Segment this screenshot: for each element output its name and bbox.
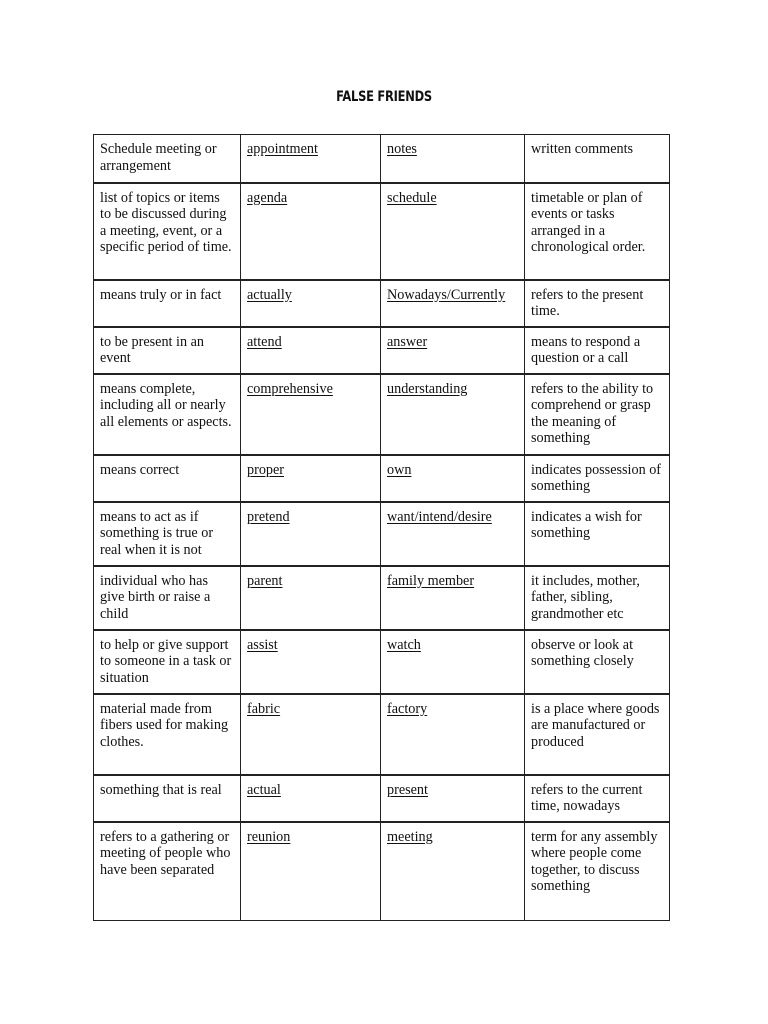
word-cell — [241, 374, 381, 455]
table-row — [94, 630, 670, 694]
definition-cell: means complete, including all or nearly all elements or aspects. — [94, 374, 241, 455]
word-cell — [241, 694, 381, 775]
false-friend-cell — [381, 822, 525, 921]
false-friend-term: family member — [387, 572, 475, 589]
false-friend-cell — [381, 502, 525, 566]
word-cell — [241, 775, 381, 822]
word-cell — [241, 280, 381, 327]
false-friend-term: own — [387, 461, 412, 478]
definition-cell: to help or give support to someone in a task or situation — [94, 630, 241, 694]
word-term: attend — [247, 333, 282, 350]
table-row — [94, 822, 670, 921]
false-friend-cell — [381, 183, 525, 280]
table-row — [94, 455, 670, 502]
table-row — [94, 280, 670, 327]
page-title: FALSE FRIENDS — [336, 89, 432, 105]
false-friend-term: want/intend/desire — [387, 508, 492, 525]
word-term: actually — [247, 286, 292, 303]
false-friend-cell — [381, 630, 525, 694]
meaning-cell: means to respond a question or a call — [525, 327, 670, 374]
word-term: reunion — [247, 828, 291, 845]
meaning-cell: indicates a wish for something — [525, 502, 670, 566]
word-cell — [241, 822, 381, 921]
meaning-cell: refers to the current time, nowadays — [525, 775, 670, 822]
false-friend-term: factory — [387, 700, 428, 717]
table-row — [94, 183, 670, 280]
false-friend-cell — [381, 775, 525, 822]
definition-cell: individual who has give birth or raise a child — [94, 566, 241, 630]
table-row — [94, 327, 670, 374]
definition-cell: means correct — [94, 455, 241, 502]
definition-cell: Schedule meeting or arrangement — [94, 135, 241, 183]
word-cell — [241, 566, 381, 630]
meaning-cell: is a place where goods are manufactured or produced — [525, 694, 670, 775]
word-term: comprehensive — [247, 380, 333, 397]
false-friend-cell — [381, 566, 525, 630]
table-row — [94, 566, 670, 630]
false-friend-cell — [381, 455, 525, 502]
meaning-cell: written comments — [525, 135, 670, 183]
meaning-cell: observe or look at something closely — [525, 630, 670, 694]
false-friend-cell — [381, 374, 525, 455]
word-cell — [241, 135, 381, 183]
definition-cell: to be present in an event — [94, 327, 241, 374]
meaning-cell: term for any assembly where people come together, to discuss something — [525, 822, 670, 921]
word-term: actual — [247, 781, 281, 798]
table-row — [94, 694, 670, 775]
word-term: assist — [247, 636, 278, 653]
definition-cell: material made from fibers used for making clothes. — [94, 694, 241, 775]
false-friend-term: answer — [387, 333, 428, 350]
word-cell — [241, 327, 381, 374]
word-cell — [241, 183, 381, 280]
table-row — [94, 374, 670, 455]
meaning-cell: it includes, mother, father, sibling, grandmother etc — [525, 566, 670, 630]
false-friend-cell — [381, 135, 525, 183]
table-row — [94, 502, 670, 566]
meaning-cell: refers to the present time. — [525, 280, 670, 327]
word-term: parent — [247, 572, 283, 589]
word-cell — [241, 630, 381, 694]
word-term: appointment — [247, 141, 318, 157]
definition-cell: list of topics or items to be discussed during a meeting, event, or a specific period of time. — [94, 183, 241, 280]
definition-cell: means truly or in fact — [94, 280, 241, 327]
meaning-cell: indicates possession of something — [525, 455, 670, 502]
definition-cell: means to act as if something is true or real when it is not — [94, 502, 241, 566]
false-friend-term: watch — [387, 636, 421, 653]
meaning-cell: refers to the ability to comprehend or grasp the meaning of something — [525, 374, 670, 455]
false-friend-term: schedule — [387, 189, 437, 206]
word-term: pretend — [247, 508, 290, 525]
word-cell — [241, 502, 381, 566]
false-friend-cell — [381, 280, 525, 327]
word-cell — [241, 455, 381, 502]
meaning-cell: timetable or plan of events or tasks arranged in a chronological order. — [525, 183, 670, 280]
word-term: proper — [247, 461, 285, 478]
false-friend-term: meeting — [387, 828, 433, 845]
false-friend-cell — [381, 327, 525, 374]
definition-cell: something that is real — [94, 775, 241, 822]
false-friend-term: present — [387, 781, 428, 798]
word-term: agenda — [247, 189, 288, 206]
table-row — [94, 775, 670, 822]
false-friend-term: Nowadays/Currently — [387, 286, 506, 303]
false-friend-term: understanding — [387, 380, 468, 397]
false-friend-cell — [381, 694, 525, 775]
word-term: fabric — [247, 700, 281, 717]
false-friend-term: notes — [387, 141, 417, 157]
definition-cell: refers to a gathering or meeting of people who have been separated — [94, 822, 241, 921]
table-row — [94, 135, 670, 183]
false-friends-table — [93, 134, 670, 921]
